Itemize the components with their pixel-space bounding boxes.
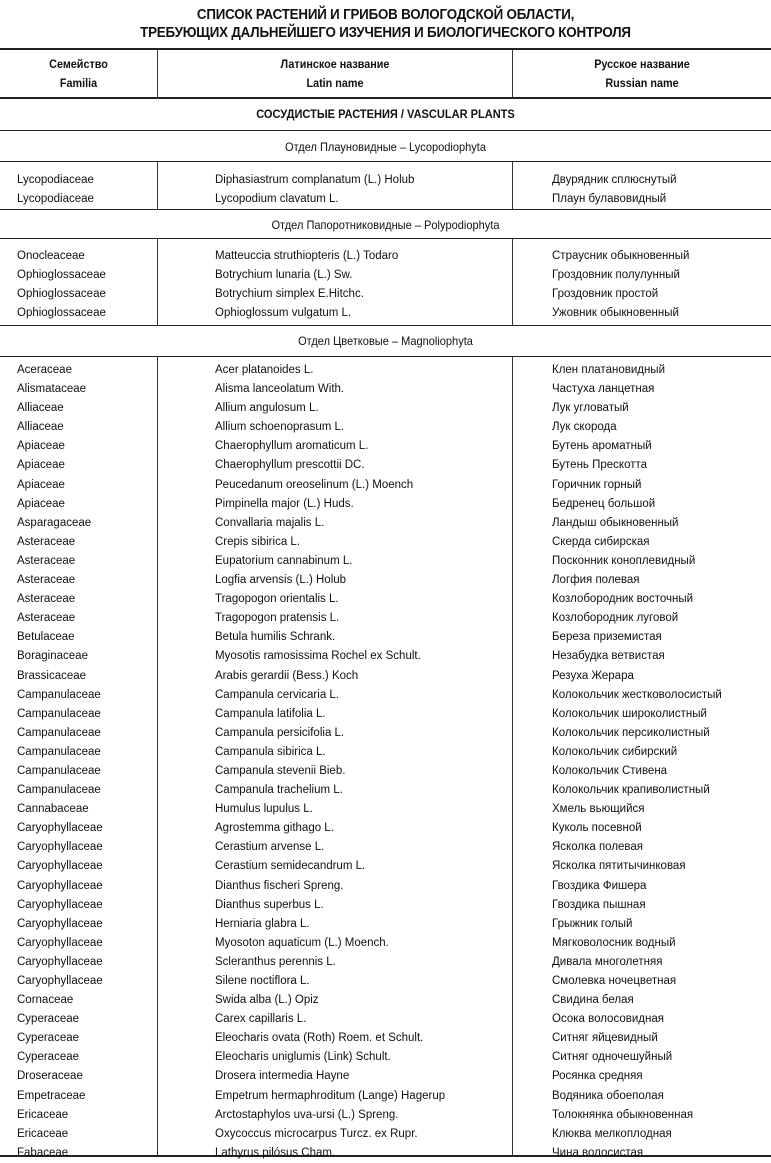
header-bottom-border [0,97,771,99]
table-row [0,1125,771,1144]
table-row [0,686,771,705]
family-cell: Asteraceae [17,574,76,587]
table-row [0,1010,771,1029]
latin-name-cell: Carex capillaris L. [215,1013,307,1026]
division-3-rows [0,361,771,1163]
latin-name-cell: Cerastium arvense L. [215,841,325,854]
family-cell: Lycopodiaceae [17,174,94,186]
family-cell: Alliaceae [17,402,64,415]
latin-name-cell: Campanula stevenii Bieb. [215,764,346,777]
russian-name-cell: Частуха ланцетная [552,383,655,396]
russian-name-cell: Бутень Прескотта [552,459,648,472]
russian-name-cell: Незабудка ветвистая [552,650,665,663]
russian-name-cell: Клен платановидный [552,364,665,376]
division-3-label-bottom-border [0,356,771,357]
table-row [0,171,771,190]
latin-name-cell: Cerastium semidecandrum L. [215,860,366,873]
family-cell: Asteraceae [17,535,76,548]
russian-name-cell: Плаун булавовидный [552,193,667,206]
family-cell: Caryophyllaceae [17,860,103,873]
latin-name-cell: Campanula cervicaria L. [215,688,340,701]
russian-name-cell: Ситняг одночешуйный [552,1051,673,1064]
table-row [0,571,771,590]
family-cell: Campanulaceae [17,784,101,797]
table-row [0,838,771,857]
table-row [0,361,771,380]
division-2-rows [0,247,771,323]
latin-name-cell: Lathyrus pilósus Cham. [215,1146,336,1159]
family-cell: Caryophyllaceae [17,879,103,892]
russian-name-cell: Колокольчик персиколистный [552,726,710,739]
russian-name-cell: Грыжник голый [552,917,633,930]
latin-name-cell: Peucedanum oreoselinum (L.) Moench [215,478,414,491]
family-cell: Apiaceae [17,478,65,491]
latin-name-cell: Botrychium lunaria (L.) Sw. [215,269,353,282]
header-russian-ru: Русское название [594,57,690,71]
table-row [0,399,771,418]
family-cell: Caryophyllaceae [17,841,103,854]
russian-name-cell: Козлобородник восточный [552,593,694,606]
latin-name-cell: Botrychium simplex E.Hitchc. [215,288,364,301]
family-cell: Alliaceae [17,421,64,434]
main-section-label: СОСУДИСТЫЕ РАСТЕНИЯ / VASCULAR PLANTS [256,107,515,121]
russian-name-cell: Ужовник обыкновенный [552,307,679,320]
latin-name-cell: Herniaria glabra L. [215,917,310,930]
latin-name-cell: Eleocharis ovata (Roth) Roem. et Schult. [215,1032,424,1045]
russian-name-cell: Росянка средняя [552,1070,643,1083]
family-cell: Campanulaceae [17,764,101,777]
russian-name-cell: Клюква мелкоплодная [552,1127,672,1140]
russian-name-cell: Бутень ароматный [552,440,652,453]
russian-name-cell: Куколь посевной [552,822,642,835]
russian-name-cell: Скерда сибирская [552,535,650,548]
russian-name-cell: Водяника обоеполая [552,1089,664,1102]
latin-name-cell: Eupatorium cannabinum L. [215,554,353,567]
header-latin [176,55,495,93]
latin-name-cell: Acer platanoides L. [215,364,314,376]
latin-name-cell: Myosoton aquaticum (L.) Moench. [215,936,389,949]
russian-name-cell: Двурядник сплюснутый [552,174,677,186]
latin-name-cell: Betula humilis Schrank. [215,631,336,644]
table-row [0,857,771,876]
table-row [0,915,771,934]
table-row [0,247,771,266]
family-cell: Apiaceae [17,459,65,472]
family-cell: Apiaceae [17,497,65,510]
table-row [0,590,771,609]
family-cell: Caryophyllaceae [17,822,103,835]
division-2-label-bottom-border [0,238,771,239]
russian-name-cell: Ситняг яйцевидный [552,1032,658,1045]
table-row [0,437,771,456]
latin-name-cell: Diphasiastrum complanatum (L.) Holub [215,174,415,186]
russian-name-cell: Гвоздика пышная [552,898,646,911]
russian-name-cell: Ясколка полевая [552,841,644,854]
title-line-2: ТРЕБУЮЩИХ ДАЛЬНЕЙШЕГО ИЗУЧЕНИЯ И БИОЛОГИЧЕСКОГО КОНТРОЛЯ [140,25,631,41]
division-1-label-bottom-border [0,161,771,162]
russian-name-cell: Страусник обыкновенный [552,250,690,262]
russian-name-cell: Ландыш обыкновенный [552,516,679,529]
latin-name-cell: Arctostaphylos uva-ursi (L.) Spreng. [215,1108,399,1121]
table-row [0,877,771,896]
family-cell: Cannabaceae [17,803,89,816]
table-row [0,819,771,838]
family-cell: Caryophyllaceae [17,936,103,949]
family-cell: Asteraceae [17,554,76,567]
latin-name-cell: Myosotis ramosissima Rochel ex Schult. [215,650,421,663]
family-cell: Brassicaceae [17,669,87,682]
latin-name-cell: Dianthus fischeri Spreng. [215,879,344,892]
table-row [0,1067,771,1086]
division-2-rows-bottom-border [0,325,771,326]
table-row [0,609,771,628]
russian-name-cell: Толокнянка обыкновенная [552,1108,694,1121]
family-cell: Betulaceae [17,631,75,644]
russian-name-cell: Гроздовник простой [552,288,659,301]
latin-name-cell: Ophioglossum vulgatum L. [215,307,352,320]
family-cell: Lycopodiaceae [17,193,94,206]
latin-name-cell: Chaerophyllum aromaticum L. [215,440,369,453]
table-row [0,456,771,475]
table-row [0,724,771,743]
family-cell: Campanulaceae [17,745,101,758]
russian-name-cell: Резуха Жерара [552,669,634,682]
latin-name-cell: Campanula persicifolia L. [215,726,345,739]
table-row [0,781,771,800]
table-row [0,190,771,209]
family-cell: Cyperaceae [17,1051,80,1064]
russian-name-cell: Мягковолосник водный [552,936,676,949]
latin-name-cell: Campanula trachelium L. [215,784,343,797]
russian-name-cell: Береза приземистая [552,631,662,644]
latin-name-cell: Eleocharis uniglumis (Link) Schult. [215,1051,391,1064]
table-row [0,953,771,972]
latin-name-cell: Agrostemma githago L. [215,822,334,835]
table-row [0,705,771,724]
table-row [0,934,771,953]
title-line-1: СПИСОК РАСТЕНИЙ И ГРИБОВ ВОЛОГОДСКОЙ ОБЛАСТИ, [196,7,575,23]
family-cell: Caryophyllaceae [17,975,103,987]
latin-name-cell: Allium angulosum L. [215,402,319,415]
table-row [0,380,771,399]
russian-name-cell: Логфия полевая [552,574,640,587]
latin-name-cell: Chaerophyllum prescottii DC. [215,459,365,472]
family-cell: Asparagaceae [17,516,92,529]
russian-name-cell: Бедренец большой [552,497,656,510]
russian-name-cell: Лук угловатый [552,402,629,415]
header-family [8,55,149,93]
russian-name-cell: Колокольчик Стивена [552,764,668,777]
latin-name-cell: Allium schoenoprasum L. [215,421,345,434]
latin-name-cell: Humulus lupulus L. [215,803,313,816]
division-label: Отдел Папоротниковидные – Polypodiophyta [271,218,500,232]
header-family-ru: Семейство [49,57,108,71]
table-row [0,285,771,304]
family-cell: Droseraceae [17,1070,83,1083]
latin-name-cell: Lycopodium clavatum L. [215,193,339,206]
division-label: Отдел Цветковые – Magnoliophyta [298,334,473,348]
header-russian [526,55,758,93]
table-row [0,1048,771,1067]
header-family-en: Familia [59,76,98,90]
table-row [0,533,771,552]
table-row [0,495,771,514]
table-row [0,1106,771,1125]
russian-name-cell: Свидина белая [552,994,634,1007]
table-row [0,266,771,285]
family-cell: Fabaceae [17,1146,69,1159]
russian-name-cell: Лук скорода [552,421,617,434]
russian-name-cell: Колокольчик сибирский [552,745,678,758]
table-row [0,800,771,819]
table-row [0,991,771,1010]
russian-name-cell: Дивала многолетняя [552,955,663,968]
table-row [0,552,771,571]
family-cell: Ophioglossaceae [17,288,106,301]
table-row [0,514,771,533]
document-title [31,6,740,42]
header-russian-en: Russian name [605,76,679,90]
header-latin-ru: Латинское название [280,57,390,71]
latin-name-cell: Tragopogon pratensis L. [215,612,340,625]
column-divider-1 [157,49,158,98]
family-cell: Boraginaceae [17,650,88,663]
table-row [0,667,771,686]
latin-name-cell: Pimpinella major (L.) Huds. [215,497,354,510]
main-section-bottom-border [0,130,771,131]
latin-name-cell: Matteuccia struthiopteris (L.) Todaro [215,250,399,262]
family-cell: Caryophyllaceae [17,917,103,930]
latin-name-cell: Logfia arvensis (L.) Holub [215,574,347,587]
latin-name-cell: Scleranthus perennis L. [215,955,336,968]
russian-name-cell: Колокольчик жестковолосистый [552,688,722,701]
latin-name-cell: Tragopogon orientalis L. [215,593,339,606]
header-latin-en: Latin name [306,76,364,90]
table-row [0,972,771,991]
family-cell: Alismataceae [17,383,87,396]
table-top-border [0,48,771,50]
family-cell: Apiaceae [17,440,65,453]
family-cell: Asteraceae [17,593,76,606]
family-cell: Caryophyllaceae [17,898,103,911]
russian-name-cell: Чина волосистая [552,1146,644,1159]
russian-name-cell: Козлобородник луговой [552,612,679,625]
latin-name-cell: Drosera intermedia Hayne [215,1070,350,1083]
table-row [0,304,771,323]
table-row [0,418,771,437]
russian-name-cell: Гвоздика Фишера [552,879,647,892]
family-cell: Aceraceae [17,364,72,376]
latin-name-cell: Empetrum hermaphroditum (Lange) Hagerup [215,1089,446,1102]
latin-name-cell: Alisma lanceolatum With. [215,383,345,396]
latin-name-cell: Swida alba (L.) Opiz [215,994,319,1007]
family-cell: Onocleaceae [17,250,85,262]
family-cell: Cornaceae [17,994,74,1007]
russian-name-cell: Гроздовник полулунный [552,269,680,282]
family-cell: Ophioglossaceae [17,307,106,320]
table-row [0,647,771,666]
family-cell: Empetraceae [17,1089,86,1102]
family-cell: Ericaceae [17,1127,69,1140]
family-cell: Cyperaceae [17,1032,80,1045]
russian-name-cell: Ясколка пятитычинковая [552,860,686,873]
column-divider-2 [512,49,513,98]
latin-name-cell: Silene noctiflora L. [215,975,310,987]
table-row [0,1087,771,1106]
family-cell: Ericaceae [17,1108,69,1121]
latin-name-cell: Arabis gerardii (Bess.) Koch [215,669,359,682]
latin-name-cell: Oxycoccus microcarpus Turcz. ex Rupr. [215,1127,418,1140]
russian-name-cell: Осока волосовидная [552,1013,664,1026]
table-row [0,628,771,647]
russian-name-cell: Хмель вьющийся [552,803,645,816]
table-row [0,1144,771,1163]
division-label: Отдел Плауновидные – Lycopodiophyta [284,140,486,154]
latin-name-cell: Crepis sibirica L. [215,535,300,548]
table-row [0,1029,771,1048]
russian-name-cell: Смолевка ночецветная [552,975,677,987]
table-row [0,762,771,781]
family-cell: Campanulaceae [17,726,101,739]
russian-name-cell: Горичник горный [552,478,642,491]
family-cell: Ophioglossaceae [17,269,106,282]
table-row [0,476,771,495]
family-cell: Asteraceae [17,612,76,625]
division-1-rows [0,171,771,209]
russian-name-cell: Колокольчик широколистный [552,707,707,720]
family-cell: Campanulaceae [17,688,101,701]
family-cell: Caryophyllaceae [17,955,103,968]
table-row [0,743,771,762]
latin-name-cell: Convallaria majalis L. [215,516,325,529]
latin-name-cell: Campanula latifolia L. [215,707,326,720]
family-cell: Campanulaceae [17,707,101,720]
latin-name-cell: Dianthus superbus L. [215,898,324,911]
russian-name-cell: Посконник коноплевидный [552,554,696,567]
family-cell: Cyperaceae [17,1013,80,1026]
latin-name-cell: Campanula sibirica L. [215,745,326,758]
table-row [0,896,771,915]
russian-name-cell: Колокольчик крапиволистный [552,784,710,797]
